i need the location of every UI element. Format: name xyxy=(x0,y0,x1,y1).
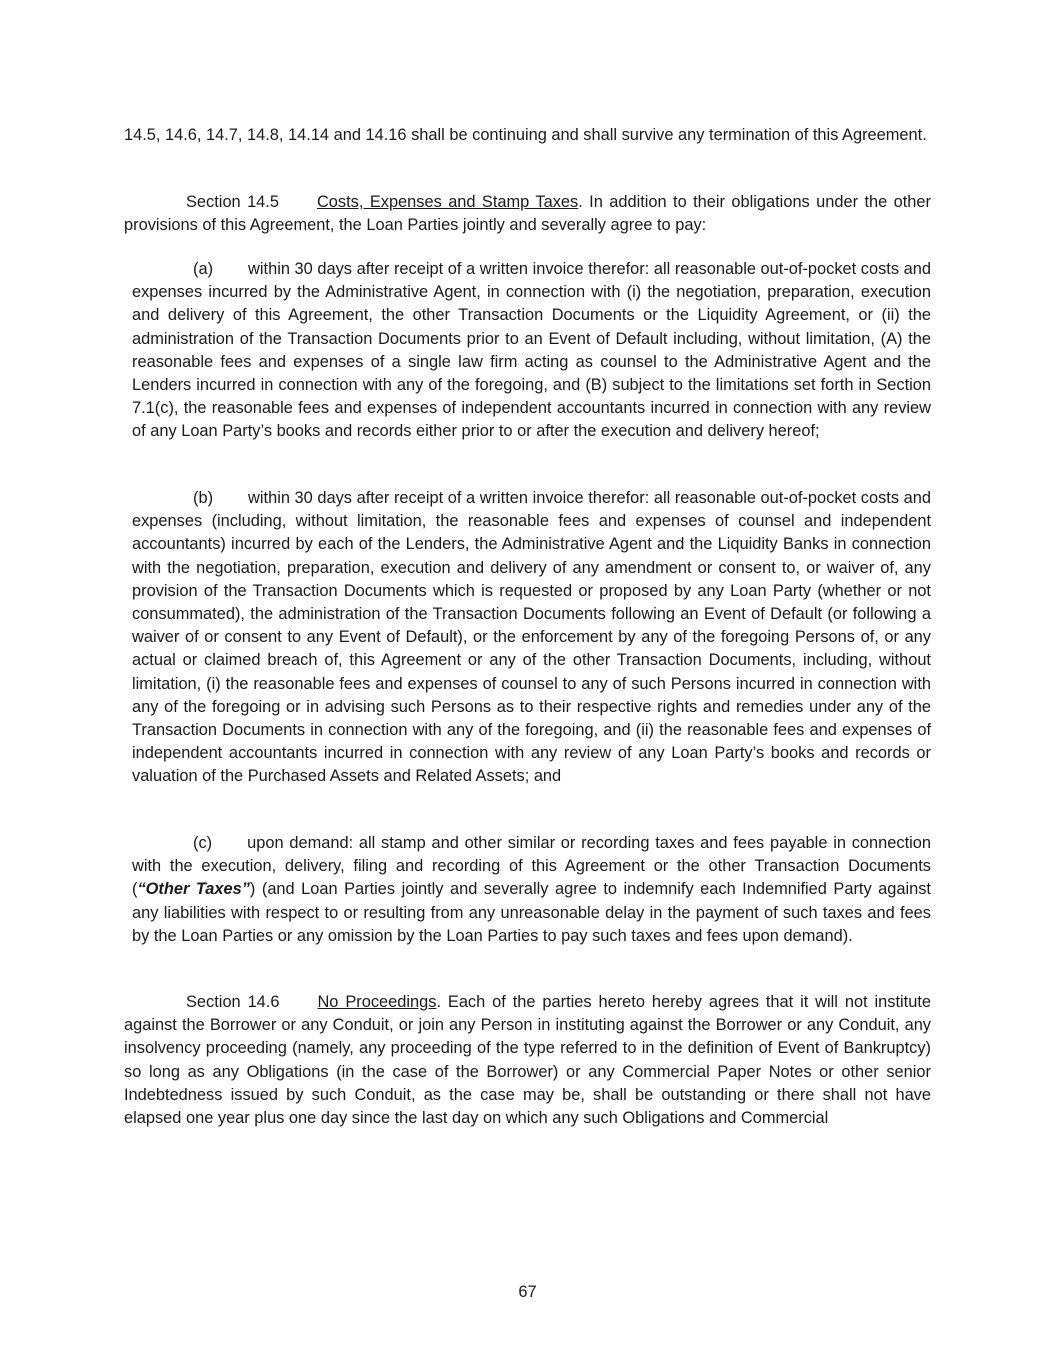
section-14-5-heading: Costs, Expenses and Stamp Taxes xyxy=(316,193,579,211)
page-number: 67 xyxy=(518,1283,537,1301)
section-14-6-label: Section 14.6 xyxy=(186,993,280,1011)
section-14-5-label: Section 14.5 xyxy=(186,193,279,211)
clause-c-label: (c) xyxy=(193,834,213,852)
defined-term-other-taxes: “Other Taxes” xyxy=(137,880,250,899)
section-14-5-text: . In addition to their obligations under the other provisions of this Agreement, the Loan Parties jointly and severally agree to pay: xyxy=(124,193,931,235)
section-14-6-paragraph xyxy=(124,991,931,1130)
section-14-5-paragraph xyxy=(124,191,931,237)
clause-a-text: within 30 days after receipt of a written invoice therefor: all reasonable out-of-pocket costs and expenses incurred by the Administrative Agent, in connection with (i) the negotiation, preparation, execution and delivery of this Agreement, the other Transaction Documents or the Liquidity Agreement, or (ii) the administration of the Transaction Documents prior to an Event of Default including, without limitation, (A) the reasonable fees and expenses of a single law firm acting as counsel to the Administrative Agent and the Lenders incurred in connection with any of the foregoing, and (B) subject to the limitations set forth in Section 7.1(c), the reasonable fees and expenses of independent accountants incurred in connection with any review of any Loan Party’s books and records either prior to or after the execution and delivery hereof; xyxy=(132,260,931,441)
clause-a-paragraph xyxy=(132,258,931,444)
clause-b-paragraph xyxy=(132,487,931,789)
clause-c-paragraph xyxy=(132,832,931,948)
continuation-paragraph xyxy=(124,124,931,147)
section-14-6-heading: No Proceedings xyxy=(317,993,437,1011)
clause-c-text-before: upon demand: all stamp and other similar or recording taxes and fees payable in connection with the execution, delivery, filing and recording of this Agreement or the other Transaction Documents ( xyxy=(132,834,931,899)
clause-a-label: (a) xyxy=(193,260,214,278)
clause-b-text: within 30 days after receipt of a written invoice therefor: all reasonable out-of-pocket costs and expenses (including, without limitation, the reasonable fees and expenses of counsel and independent accountants) incurred by each of the Lenders, the Administrative Agent and the Liquidity Banks in connection with the negotiation, preparation, execution and delivery of any amendment or consent to, or waiver of, any provision of the Transaction Documents which is requested or proposed by any Loan Party (whether or not consummated), the administration of the Transaction Documents following an Event of Default (or following a waiver of or consent to any Event of Default), or the enforcement by any of the foregoing Persons of, or any actual or claimed breach of, this Agreement or any of the other Transaction Documents, including, without limitation, (i) the reasonable fees and expenses of counsel to any of such Persons incurred in connection with any of the foregoing or in advising such Persons as to their respective rights and remedies under any of the Transaction Documents in connection with any of the foregoing, and (ii) the reasonable fees and expenses of independent accountants incurred in connection with any review of any Loan Party’s books and records or valuation of the Purchased Assets and Related Assets; and xyxy=(132,489,931,786)
section-14-6-text: . Each of the parties hereto hereby agrees that it will not institute against the Borrower or any Conduit, or join any Person in instituting against the Borrower or any Conduit, any insolvency proceeding (namely, any proceeding of the type referred to in the definition of Event of Bankruptcy) so long as any Obligations (in the case of the Borrower) or any Commercial Paper Notes or other senior Indebtedness issued by such Conduit, as the case may be, shall be outstanding or there shall not have elapsed one year plus one day since the last day on which any such Obligations and Commercial xyxy=(124,993,931,1128)
clause-b-label: (b) xyxy=(193,489,214,507)
continuation-text: 14.5, 14.6, 14.7, 14.8, 14.14 and 14.16 shall be continuing and shall survive any termination of this Agreement. xyxy=(124,126,927,144)
clause-c-text-after: ) (and Loan Parties jointly and severally agree to indemnify each Indemnified Party against any liabilities with respect to or resulting from any unreasonable delay in the payment of such taxes and fees by the Loan Parties or any omission by the Loan Parties to pay such taxes and fees upon demand). xyxy=(132,880,931,945)
